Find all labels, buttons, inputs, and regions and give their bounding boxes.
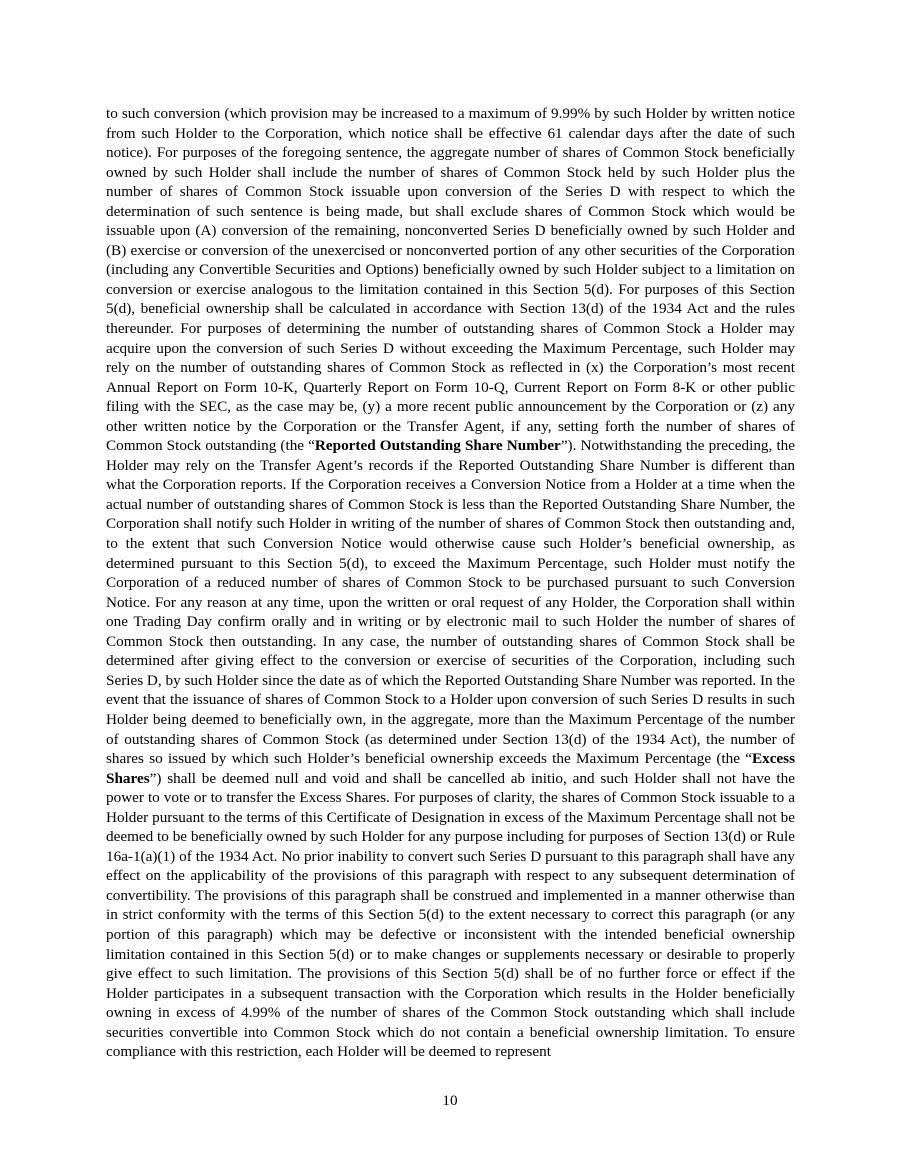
page-number: 10 <box>442 1092 458 1109</box>
paragraph-text-part-2: ”). Notwithstanding the preceding, the Holder may rely on the Transfer Agent’s records if the Reported Outstanding Share Number is different than what the Corporation reports. If the Corporation receives a Conversion Notice from a Holder at a time when the actual number of outstanding shares of Common Stock is less than the Reported Outstanding Share Number, the Corporation shall notify such Holder in writing of the number of shares of Common Stock then outstanding and, to the extent that such Conversion Notice would otherwise cause such Holder’s beneficial ownership, as determined pursuant to this Section 5(d), to exceed the Maximum Percentage, such Holder must notify the Corporation of a reduced number of shares of Common Stock to be purchased pursuant to such Conversion Notice. For any reason at any time, upon the written or oral request of any Holder, the Corporation shall within one Trading Day confirm orally and in writing or by electronic mail to such Holder the number of shares of Common Stock then outstanding. In any case, the number of outstanding shares of Common Stock shall be determined after giving effect to the conversion or exercise of securities of the Corporation, including such Series D, by such Holder since the date as of which the Reported Outstanding Share Number was reported. In the event that the issuance of shares of Common Stock to a Holder upon conversion of such Series D results in such Holder being deemed to beneficially own, in the aggregate, more than the Maximum Percentage of the number of outstanding shares of Common Stock (as determined under Section 13(d) of the 1934 Act), the number of shares so issued by which such Holder’s beneficial ownership exceeds the Maximum Percentage (the “ <box>106 437 795 768</box>
defined-term-excess-shares: Excess Shares <box>106 750 795 787</box>
paragraph-text-part-1: to such conversion (which provision may be increased to a maximum of 9.99% by such Holder by written notice from such Holder to the Corporation, which notice shall be effective 61 calendar days after the date of such notice). For purposes of the foregoing sentence, the aggregate number of shares of Common Stock beneficially owned by such Holder shall include the number of shares of Common Stock held by such Holder plus the number of shares of Common Stock issuable upon conversion of the Series D with respect to which the determination of such sentence is being made, but shall exclude shares of Common Stock which would be issuable upon (A) conversion of the remaining, nonconverted Series D beneficially owned by such Holder and (B) exercise or conversion of the unexercised or nonconverted portion of any other securities of the Corporation (including any Convertible Securities and Options) beneficially owned by such Holder subject to a limitation on conversion or exercise analogous to the limitation contained in this Section 5(d). For purposes of this Section 5(d), beneficial ownership shall be calculated in accordance with Section 13(d) of the 1934 Act and the rules thereunder. For purposes of determining the number of outstanding shares of Common Stock a Holder may acquire upon the conversion of such Series D without exceeding the Maximum Percentage, such Holder may rely on the number of outstanding shares of Common Stock as reflected in (x) the Corporation’s most recent Annual Report on Form 10-K, Quarterly Report on Form 10-Q, Current Report on Form 8-K or other public filing with the SEC, as the case may be, (y) a more recent public announcement by the Corporation or (z) any other written notice by the Corporation or the Transfer Agent, if any, setting forth the number of shares of Common Stock outstanding (the “ <box>106 105 795 455</box>
defined-term-reported-outstanding-share-number: Reported Outstanding Share Number <box>314 437 561 455</box>
body-paragraph <box>106 104 795 1062</box>
paragraph-text-part-3: ”) shall be deemed null and void and shall be cancelled ab initio, and such Holder shall not have the power to vote or to transfer the Excess Shares. For purposes of clarity, the shares of Common Stock issuable to a Holder pursuant to the terms of this Certificate of Designation in excess of the Maximum Percentage shall not be deemed to be beneficially owned by such Holder for any purpose including for purposes of Section 13(d) or Rule 16a-1(a)(1) of the 1934 Act. No prior inability to convert such Series D pursuant to this paragraph shall have any effect on the applicability of the provisions of this paragraph with respect to any subsequent determination of convertibility. The provisions of this paragraph shall be construed and implemented in a manner otherwise than in strict conformity with the terms of this Section 5(d) to the extent necessary to correct this paragraph (or any portion of this paragraph) which may be defective or inconsistent with the intended beneficial ownership limitation contained in this Section 5(d) or to make changes or supplements necessary or desirable to properly give effect to such limitation. The provisions of this Section 5(d) shall be of no further force or effect if the Holder participates in a subsequent transaction with the Corporation which results in the Holder beneficially owning in excess of 4.99% of the number of shares of the Common Stock outstanding which shall include securities convertible into Common Stock which do not contain a beneficial ownership limitation. To ensure compliance with this restriction, each Holder will be deemed to represent <box>106 769 795 1061</box>
